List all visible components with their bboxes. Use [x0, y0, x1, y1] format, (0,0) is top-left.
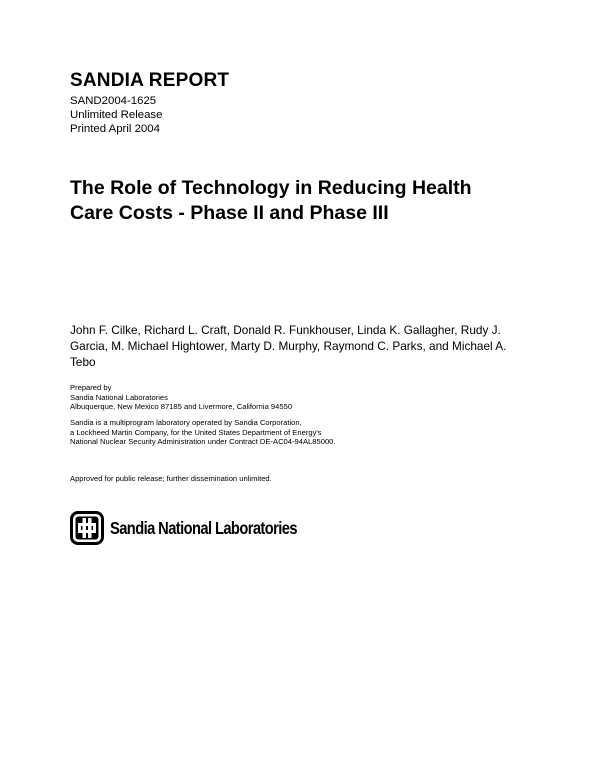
- prepared-by-locations: Albuquerque, New Mexico 87185 and Livermore, California 94550: [70, 402, 293, 412]
- sandia-logo: [70, 510, 333, 546]
- author-list: [70, 322, 540, 370]
- author-line-3: Tebo: [70, 355, 96, 369]
- document-title-line-2: Care Costs - Phase II and Phase III: [70, 202, 389, 224]
- report-meta: [70, 95, 162, 136]
- prepared-by-organization: Sandia National Laboratories: [70, 392, 168, 402]
- author-line-1: John F. Cilke, Richard L. Craft, Donald R. Funkhouser, Linda K. Gallagher, Rudy J.: [70, 323, 501, 337]
- document-title-line-1: The Role of Technology in Reducing Health: [70, 177, 472, 199]
- contract-line-3: National Nuclear Security Administration under Contract DE-AC04-94AL85000.: [70, 437, 336, 447]
- prepared-by-label: Prepared by: [70, 383, 112, 392]
- contract-statement: [70, 418, 336, 447]
- sandia-thunderbird-icon: [70, 511, 104, 545]
- contract-line-2: a Lockheed Martin Company, for the United States Department of Energy's: [70, 427, 322, 437]
- print-date: Printed April 2004: [70, 122, 160, 135]
- contract-line-1: Sandia is a multiprogram laboratory operated by Sandia Corporation,: [70, 418, 302, 427]
- report-number: SAND2004-1625: [70, 95, 157, 107]
- report-heading: SANDIA REPORT: [70, 70, 230, 91]
- prepared-by-block: [70, 383, 292, 412]
- document-title: [70, 176, 540, 226]
- sandia-logo-text: Sandia National Laboratories: [110, 518, 297, 538]
- release-status: Unlimited Release: [70, 108, 163, 121]
- approval-statement: Approved for public release; further dissemination unlimited.: [70, 474, 272, 483]
- author-line-2: Garcia, M. Michael Hightower, Marty D. Murphy, Raymond C. Parks, and Michael A.: [70, 339, 507, 353]
